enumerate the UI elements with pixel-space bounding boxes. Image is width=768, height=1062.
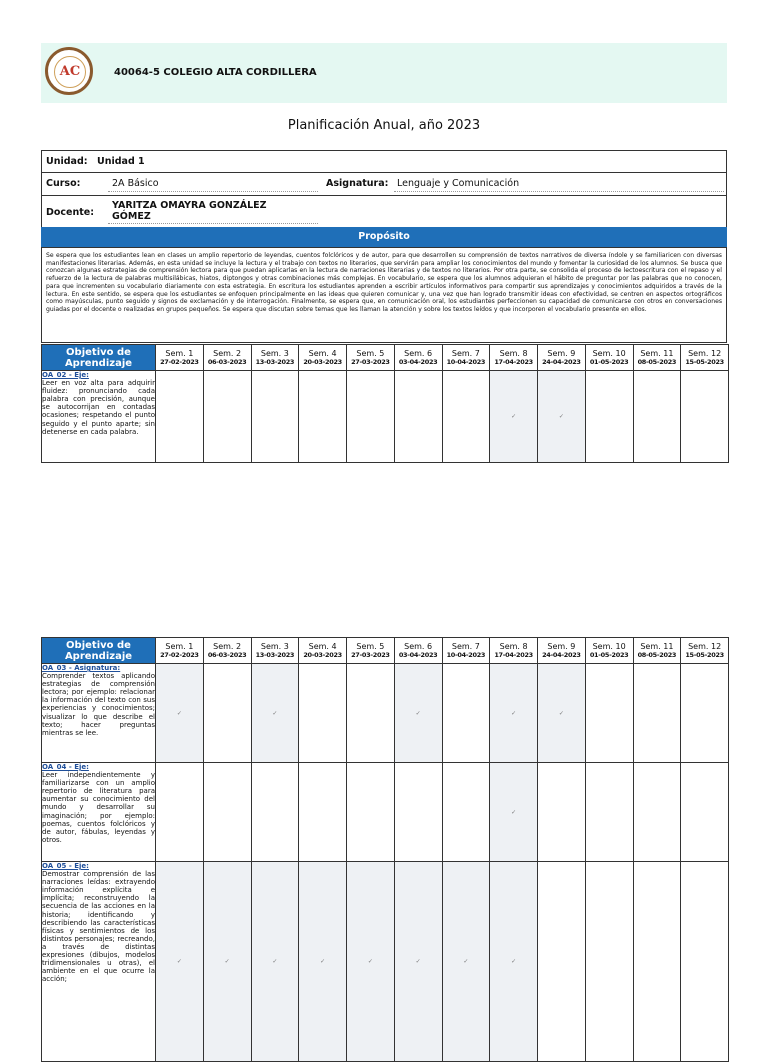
- week-header-11: [633, 638, 681, 664]
- check-mark-icon: ✓: [272, 709, 278, 717]
- week-date: 24-04-2023: [542, 650, 581, 659]
- objective-code: OA_04 - Eje:: [42, 763, 89, 771]
- week-header-2: [203, 638, 251, 664]
- week-name: Sem. 4: [308, 641, 337, 651]
- week-header-4: [299, 638, 347, 664]
- week-name: Sem. 4: [308, 348, 337, 358]
- week-name: Sem. 2: [213, 641, 242, 651]
- check-mark-icon: ✓: [511, 413, 517, 420]
- asignatura-label: Asignatura:: [326, 178, 389, 189]
- week-date: 27-03-2023: [351, 650, 390, 659]
- docente-value: [112, 200, 267, 222]
- week-name: Sem. 5: [356, 641, 385, 651]
- week-header-9: [538, 345, 586, 371]
- week-header-9: [538, 638, 586, 664]
- week-name: Sem. 12: [688, 348, 722, 358]
- proposito-text: Se espera que los estudiantes lean en clases un amplio repertorio de leyendas, cuentos folclóricos y de autor, para que desarrollen su comprensión de textos narrativos de diversa índole y se familiaricen con diversas manifestaciones literarias. Además, en esta unidad se incluye la lectura y el trabajo con textos no literarios, que servirán para ampliar los conocimientos del mundo y fomentar la curiosidad de los alumnos. Se busca que conozcan algunas estrategias de comprensión lectora para que puedan aplicarlas en la lectura de narraciones literarias y de textos no literarios. Por otra parte, se consolida el proceso de lectoescritura con el repaso y el refuerzo de la lectura de palabras multisilábicas, hiatos, diptongos y otras combinaciones más complejas. En vocabulario, se espera que los alumnos adquieran el hábito de preguntar por las palabras que no conocen, para que incrementen su vocabulario diariamente con esta estrategia. En escritura los estudiantes aprenden a escribir artículos informativos para compartir sus aprendizajes y conocimientos adquiridos a través de la lectura. En este sentido, se espera que los estudiantes se enfoquen principalmente en las ideas que quieren comunicar y, una vez que han logrado transmitir ideas con efectividad, se centren en aspectos ortográficos como mayúsculas, punto seguido y signos de exclamación y de interrogación. Finalmente, se espera que, en comunicación oral, los estudiantes perfeccionen su capacidad de comunicarse con otros en conversaciones guiadas por el docente o realizadas en grupos pequeños. Se espera que discutan sobre temas que les llaman la atención y sobre los textos leídos y que incorporen el vocabulario presente en ellos.: [41, 247, 727, 343]
- week-name: Sem. 6: [404, 641, 433, 651]
- week-header-12: [681, 638, 729, 664]
- week-cell-9[interactable]: [538, 371, 586, 463]
- week-header-1: [156, 638, 204, 664]
- week-cell-7[interactable]: [442, 664, 490, 763]
- week-cell-8[interactable]: [490, 371, 538, 463]
- week-cell-12[interactable]: [681, 763, 729, 862]
- week-header-10: [585, 345, 633, 371]
- week-cell-7[interactable]: [442, 371, 490, 463]
- week-cell-4[interactable]: [299, 862, 347, 1062]
- school-logo: [45, 47, 93, 95]
- proposito-heading: Propósito: [41, 227, 727, 247]
- week-cell-11[interactable]: [633, 763, 681, 862]
- check-mark-icon: ✓: [511, 709, 517, 717]
- week-header-5: [347, 345, 395, 371]
- asignatura-value: Lenguaje y Comunicación: [397, 178, 520, 189]
- week-date: 06-03-2023: [207, 650, 247, 659]
- week-name: Sem. 8: [499, 348, 528, 358]
- week-header-3: [251, 638, 299, 664]
- week-cell-5[interactable]: [347, 371, 395, 463]
- week-name: Sem. 10: [592, 348, 626, 358]
- week-cell-6[interactable]: [394, 763, 442, 862]
- week-name: Sem. 3: [260, 348, 289, 358]
- docente-value-line1: YARITZA OMAYRA GONZÁLEZ: [112, 200, 267, 211]
- week-date: 20-03-2023: [303, 650, 342, 659]
- week-date: 13-03-2023: [255, 357, 295, 366]
- objective-cell: [42, 862, 156, 1062]
- week-cell-4[interactable]: [299, 371, 347, 463]
- week-cell-8[interactable]: [490, 763, 538, 862]
- objective-row: [42, 862, 729, 1062]
- plan-table-1: [41, 344, 729, 463]
- week-name: Sem. 8: [499, 641, 528, 651]
- asignatura-underline: [394, 191, 724, 192]
- docente-label: Docente:: [46, 207, 95, 218]
- week-name: Sem. 5: [356, 348, 385, 358]
- week-cell-10[interactable]: [585, 763, 633, 862]
- check-mark-icon: ✓: [511, 808, 517, 816]
- week-name: Sem. 7: [451, 348, 480, 358]
- week-cell-4[interactable]: [299, 664, 347, 763]
- curso-value: 2A Básico: [112, 178, 159, 189]
- week-cell-5[interactable]: [347, 862, 395, 1062]
- info-table: [41, 150, 727, 229]
- check-mark-icon: ✓: [176, 709, 182, 717]
- week-header-8: [490, 345, 538, 371]
- week-header-12: [681, 345, 729, 371]
- objective-heading: Objetivo de Aprendizaje: [42, 345, 156, 371]
- docente-value-line2: GÓMEZ: [112, 211, 151, 222]
- week-date: 20-03-2023: [303, 357, 342, 366]
- week-date: 15-05-2023: [685, 357, 724, 366]
- week-header-7: [442, 345, 490, 371]
- week-cell-11[interactable]: [633, 664, 681, 763]
- check-mark-icon: ✓: [558, 709, 564, 717]
- week-date: 15-05-2023: [685, 650, 724, 659]
- week-date: 17-04-2023: [494, 650, 533, 659]
- objective-code: OA_03 - Asignatura:: [42, 664, 121, 672]
- week-name: Sem. 11: [640, 348, 674, 358]
- check-mark-icon: ✓: [272, 958, 278, 965]
- week-cell-11[interactable]: [633, 371, 681, 463]
- check-mark-icon: ✓: [558, 413, 564, 420]
- week-cell-8[interactable]: [490, 664, 538, 763]
- objective-text: Demostrar comprensión de las narraciones leídas: extrayendo información explícita e implícita; reconstruyendo la secuencia de las acciones en la historia; identificando y describiendo las características físicas y sentimientos de los distintos personajes; recreando, a través de distintas expresiones (dibujos, modelos tridimensionales u otras), el ambiente en el que ocurre la acción;: [42, 870, 155, 984]
- week-cell-8[interactable]: [490, 862, 538, 1062]
- logo-monogram: AC: [54, 56, 86, 88]
- week-cell-5[interactable]: [347, 763, 395, 862]
- objective-code: OA_05 - Eje:: [42, 862, 89, 870]
- week-cell-10[interactable]: [585, 371, 633, 463]
- week-name: Sem. 2: [213, 348, 242, 358]
- week-date: 10-04-2023: [446, 650, 486, 659]
- objective-cell: [42, 763, 156, 862]
- week-cell-6[interactable]: [394, 371, 442, 463]
- week-cell-5[interactable]: [347, 664, 395, 763]
- week-cell-1[interactable]: [156, 763, 204, 862]
- objective-text: Leer en voz alta para adquirir fluidez: pronunciando cada palabra con precisión, aunque se autocorrijan en contadas ocasiones; respetando el punto seguido y el punto aparte; sin detenerse en cada palabra.: [42, 379, 155, 436]
- week-cell-12[interactable]: [681, 371, 729, 463]
- week-name: Sem. 10: [592, 641, 626, 651]
- week-date: 13-03-2023: [255, 650, 295, 659]
- unidad-value: Unidad 1: [97, 156, 145, 167]
- week-cell-2[interactable]: [203, 664, 251, 763]
- week-date: 24-04-2023: [542, 357, 581, 366]
- check-mark-icon: ✓: [320, 958, 326, 965]
- week-cell-2[interactable]: [203, 763, 251, 862]
- week-date: 01-05-2023: [589, 650, 629, 659]
- check-mark-icon: ✓: [415, 709, 421, 717]
- week-date: 08-05-2023: [637, 650, 677, 659]
- week-cell-12[interactable]: [681, 664, 729, 763]
- week-name: Sem. 1: [165, 641, 194, 651]
- check-mark-icon: ✓: [415, 958, 421, 965]
- week-header-1: [156, 345, 204, 371]
- objective-text: Leer independientemente y familiarizarse con un amplio repertorio de literatura para aumentar su conocimiento del mundo y desarrollar su imaginación; por ejemplo: poemas, cuentos folclóricos y de autor, fábulas, leyendas y otros.: [42, 771, 155, 844]
- check-mark-icon: ✓: [176, 958, 182, 965]
- week-date: 08-05-2023: [637, 357, 677, 366]
- week-date: 10-04-2023: [446, 357, 486, 366]
- check-mark-icon: ✓: [511, 958, 517, 965]
- week-header-7: [442, 638, 490, 664]
- week-date: 27-03-2023: [351, 357, 390, 366]
- week-header-8: [490, 638, 538, 664]
- week-name: Sem. 6: [404, 348, 433, 358]
- week-cell-7[interactable]: [442, 763, 490, 862]
- week-cell-6[interactable]: [394, 862, 442, 1062]
- week-cell-7[interactable]: [442, 862, 490, 1062]
- week-date: 03-04-2023: [398, 357, 438, 366]
- plan-table-2: [41, 637, 729, 1062]
- week-header-2: [203, 345, 251, 371]
- week-header-5: [347, 638, 395, 664]
- week-date: 01-05-2023: [589, 357, 629, 366]
- objective-row: [42, 371, 729, 463]
- week-name: Sem. 7: [451, 641, 480, 651]
- week-cell-10[interactable]: [585, 664, 633, 763]
- week-header-11: [633, 345, 681, 371]
- week-date: 27-02-2023: [160, 650, 199, 659]
- week-name: Sem. 9: [547, 348, 576, 358]
- objective-text: Comprender textos aplicando estrategias de comprensión lectora; por ejemplo: relacionar la información del texto con sus experiencias y conocimientos; visualizar lo que describe el texto; hacer preguntas mientras se lee.: [42, 672, 155, 737]
- objective-cell: [42, 371, 156, 463]
- curso-label: Curso:: [46, 178, 81, 189]
- unidad-label: Unidad:: [46, 156, 88, 167]
- week-cell-3[interactable]: [251, 371, 299, 463]
- week-name: Sem. 12: [688, 641, 722, 651]
- week-header-6: [394, 638, 442, 664]
- objective-cell: [42, 664, 156, 763]
- week-header-3: [251, 345, 299, 371]
- week-cell-9[interactable]: [538, 763, 586, 862]
- week-cell-12[interactable]: [681, 862, 729, 1062]
- week-cell-1[interactable]: [156, 371, 204, 463]
- week-cell-1[interactable]: [156, 862, 204, 1062]
- week-cell-11[interactable]: [633, 862, 681, 1062]
- docente-underline: [108, 223, 318, 224]
- check-mark-icon: ✓: [463, 958, 469, 965]
- objective-heading: Objetivo de Aprendizaje: [42, 638, 156, 664]
- school-name: 40064-5 COLEGIO ALTA CORDILLERA: [114, 67, 317, 78]
- week-cell-3[interactable]: [251, 862, 299, 1062]
- school-header: [41, 43, 727, 103]
- week-date: 03-04-2023: [398, 650, 438, 659]
- week-cell-9[interactable]: [538, 862, 586, 1062]
- week-name: Sem. 11: [640, 641, 674, 651]
- check-mark-icon: ✓: [224, 958, 230, 965]
- week-date: 06-03-2023: [207, 357, 247, 366]
- page-title: Planificación Anual, año 2023: [287, 118, 481, 133]
- week-cell-6[interactable]: [394, 664, 442, 763]
- week-name: Sem. 1: [165, 348, 194, 358]
- week-name: Sem. 9: [547, 641, 576, 651]
- week-date: 27-02-2023: [160, 357, 199, 366]
- week-date: 17-04-2023: [494, 357, 533, 366]
- week-name: Sem. 3: [260, 641, 289, 651]
- week-cell-2[interactable]: [203, 862, 251, 1062]
- week-cell-4[interactable]: [299, 763, 347, 862]
- objective-row: [42, 664, 729, 763]
- week-header-10: [585, 638, 633, 664]
- curso-underline: [108, 191, 318, 192]
- objective-code: OA_02 - Eje:: [42, 371, 89, 379]
- check-mark-icon: ✓: [367, 958, 373, 965]
- curso-row: [42, 173, 726, 196]
- week-cell-9[interactable]: [538, 664, 586, 763]
- week-cell-3[interactable]: [251, 763, 299, 862]
- objective-row: [42, 763, 729, 862]
- week-header-6: [394, 345, 442, 371]
- week-header-4: [299, 345, 347, 371]
- unidad-row: [42, 151, 726, 173]
- week-cell-2[interactable]: [203, 371, 251, 463]
- week-cell-3[interactable]: [251, 664, 299, 763]
- docente-row: [42, 196, 726, 228]
- week-cell-10[interactable]: [585, 862, 633, 1062]
- week-cell-1[interactable]: [156, 664, 204, 763]
